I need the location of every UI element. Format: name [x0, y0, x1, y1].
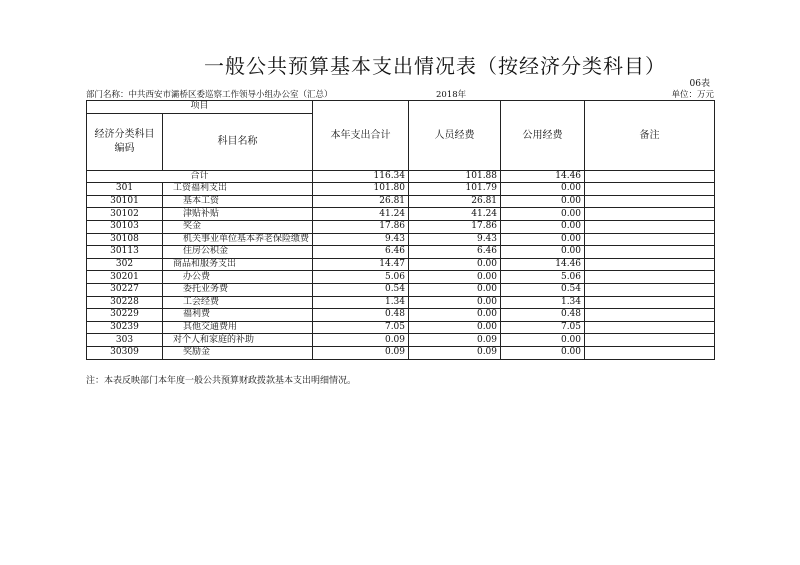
- row-code: 302: [87, 258, 163, 271]
- row-total: 17.86: [313, 220, 409, 233]
- table-row: [87, 334, 715, 347]
- row-code: 301: [87, 183, 163, 196]
- row-personnel: 17.86: [409, 220, 501, 233]
- row-personnel: 26.81: [409, 195, 501, 208]
- total-public: 14.46: [501, 170, 585, 183]
- row-total: 41.24: [313, 208, 409, 221]
- header-public: 公用经费: [501, 101, 585, 171]
- row-public: 0.00: [501, 233, 585, 246]
- row-personnel: 0.00: [409, 309, 501, 322]
- row-total: 9.43: [313, 233, 409, 246]
- row-total: 1.34: [313, 296, 409, 309]
- row-public: 0.00: [501, 195, 585, 208]
- row-personnel: 0.00: [409, 283, 501, 296]
- row-total: 7.05: [313, 321, 409, 334]
- department-name: 部门名称：中共西安市灞桥区委巡察工作领导小组办公室（汇总）: [86, 90, 333, 100]
- row-remark: [585, 346, 715, 359]
- row-remark: [585, 334, 715, 347]
- row-personnel: 0.00: [409, 321, 501, 334]
- row-personnel: 9.43: [409, 233, 501, 246]
- table-row: [87, 233, 715, 246]
- form-number: 06表: [689, 79, 710, 89]
- row-name: 工会经费: [163, 296, 313, 309]
- row-remark: [585, 233, 715, 246]
- row-total: 5.06: [313, 271, 409, 284]
- row-code: 30309: [87, 346, 163, 359]
- table-row: [87, 296, 715, 309]
- table-meta: [86, 88, 714, 100]
- total-label: 合计: [87, 170, 313, 183]
- header-total: 本年支出合计: [313, 101, 409, 171]
- total-remark: [585, 170, 715, 183]
- row-code: 30227: [87, 283, 163, 296]
- row-code: 30201: [87, 271, 163, 284]
- row-name: 福利费: [163, 309, 313, 322]
- row-public: 14.46: [501, 258, 585, 271]
- amount-unit: 单位：万元: [671, 90, 714, 100]
- row-total: 6.46: [313, 246, 409, 259]
- table-footnote: 注：本表反映部门本年度一般公共预算财政拨款基本支出明细情况。: [86, 376, 357, 386]
- row-code: 30113: [87, 246, 163, 259]
- row-total: 0.09: [313, 346, 409, 359]
- header-name: 科目名称: [163, 113, 313, 170]
- row-name: 住房公积金: [163, 246, 313, 259]
- row-total: 14.47: [313, 258, 409, 271]
- row-remark: [585, 271, 715, 284]
- row-remark: [585, 220, 715, 233]
- total-row: [87, 170, 715, 183]
- budget-table: [86, 100, 715, 360]
- table-row: [87, 309, 715, 322]
- table-row: [87, 208, 715, 221]
- row-name: 办公费: [163, 271, 313, 284]
- row-public: 0.00: [501, 208, 585, 221]
- row-name: 商品和服务支出: [163, 258, 313, 271]
- row-personnel: 0.00: [409, 258, 501, 271]
- page-title: 一般公共预算基本支出情况表（按经济分类科目）: [204, 54, 666, 78]
- row-remark: [585, 258, 715, 271]
- row-personnel: 0.00: [409, 296, 501, 309]
- row-public: 0.48: [501, 309, 585, 322]
- row-remark: [585, 309, 715, 322]
- table-row: [87, 283, 715, 296]
- row-name: 其他交通费用: [163, 321, 313, 334]
- row-code: 30229: [87, 309, 163, 322]
- row-name: 对个人和家庭的补助: [163, 334, 313, 347]
- row-code: 30239: [87, 321, 163, 334]
- row-remark: [585, 283, 715, 296]
- header-code: 经济分类科目编码: [87, 113, 163, 170]
- table-row: [87, 183, 715, 196]
- row-name: 基本工资: [163, 195, 313, 208]
- row-personnel: 0.00: [409, 271, 501, 284]
- row-remark: [585, 246, 715, 259]
- table-row: [87, 220, 715, 233]
- row-remark: [585, 195, 715, 208]
- row-code: 30101: [87, 195, 163, 208]
- row-name: 津贴补贴: [163, 208, 313, 221]
- row-name: 机关事业单位基本养老保险缴费: [163, 233, 313, 246]
- table-row: [87, 246, 715, 259]
- header-personnel: 人员经费: [409, 101, 501, 171]
- row-remark: [585, 321, 715, 334]
- row-total: 0.48: [313, 309, 409, 322]
- row-total: 101.80: [313, 183, 409, 196]
- table-row: [87, 346, 715, 359]
- table-row: [87, 321, 715, 334]
- row-code: 303: [87, 334, 163, 347]
- row-public: 0.00: [501, 346, 585, 359]
- header-project: 项目: [87, 101, 313, 114]
- row-public: 0.00: [501, 183, 585, 196]
- row-personnel: 41.24: [409, 208, 501, 221]
- row-remark: [585, 208, 715, 221]
- row-code: 30102: [87, 208, 163, 221]
- budget-year: 2018年: [436, 90, 467, 100]
- row-public: 0.00: [501, 220, 585, 233]
- row-remark: [585, 296, 715, 309]
- table-row: [87, 271, 715, 284]
- row-code: 30103: [87, 220, 163, 233]
- row-total: 0.09: [313, 334, 409, 347]
- row-public: 0.00: [501, 246, 585, 259]
- row-code: 30228: [87, 296, 163, 309]
- row-public: 1.34: [501, 296, 585, 309]
- row-total: 0.54: [313, 283, 409, 296]
- header-remark: 备注: [585, 101, 715, 171]
- total-amount: 116.34: [313, 170, 409, 183]
- row-name: 奖金: [163, 220, 313, 233]
- row-total: 26.81: [313, 195, 409, 208]
- table-row: [87, 258, 715, 271]
- row-name: 工资福利支出: [163, 183, 313, 196]
- row-public: 7.05: [501, 321, 585, 334]
- row-personnel: 0.09: [409, 346, 501, 359]
- header-row-top: [87, 101, 715, 114]
- row-name: 奖励金: [163, 346, 313, 359]
- row-name: 委托业务费: [163, 283, 313, 296]
- row-personnel: 0.09: [409, 334, 501, 347]
- row-public: 0.00: [501, 334, 585, 347]
- row-remark: [585, 183, 715, 196]
- row-personnel: 6.46: [409, 246, 501, 259]
- row-public: 0.54: [501, 283, 585, 296]
- row-public: 5.06: [501, 271, 585, 284]
- row-personnel: 101.79: [409, 183, 501, 196]
- row-code: 30108: [87, 233, 163, 246]
- total-personnel: 101.88: [409, 170, 501, 183]
- table-row: [87, 195, 715, 208]
